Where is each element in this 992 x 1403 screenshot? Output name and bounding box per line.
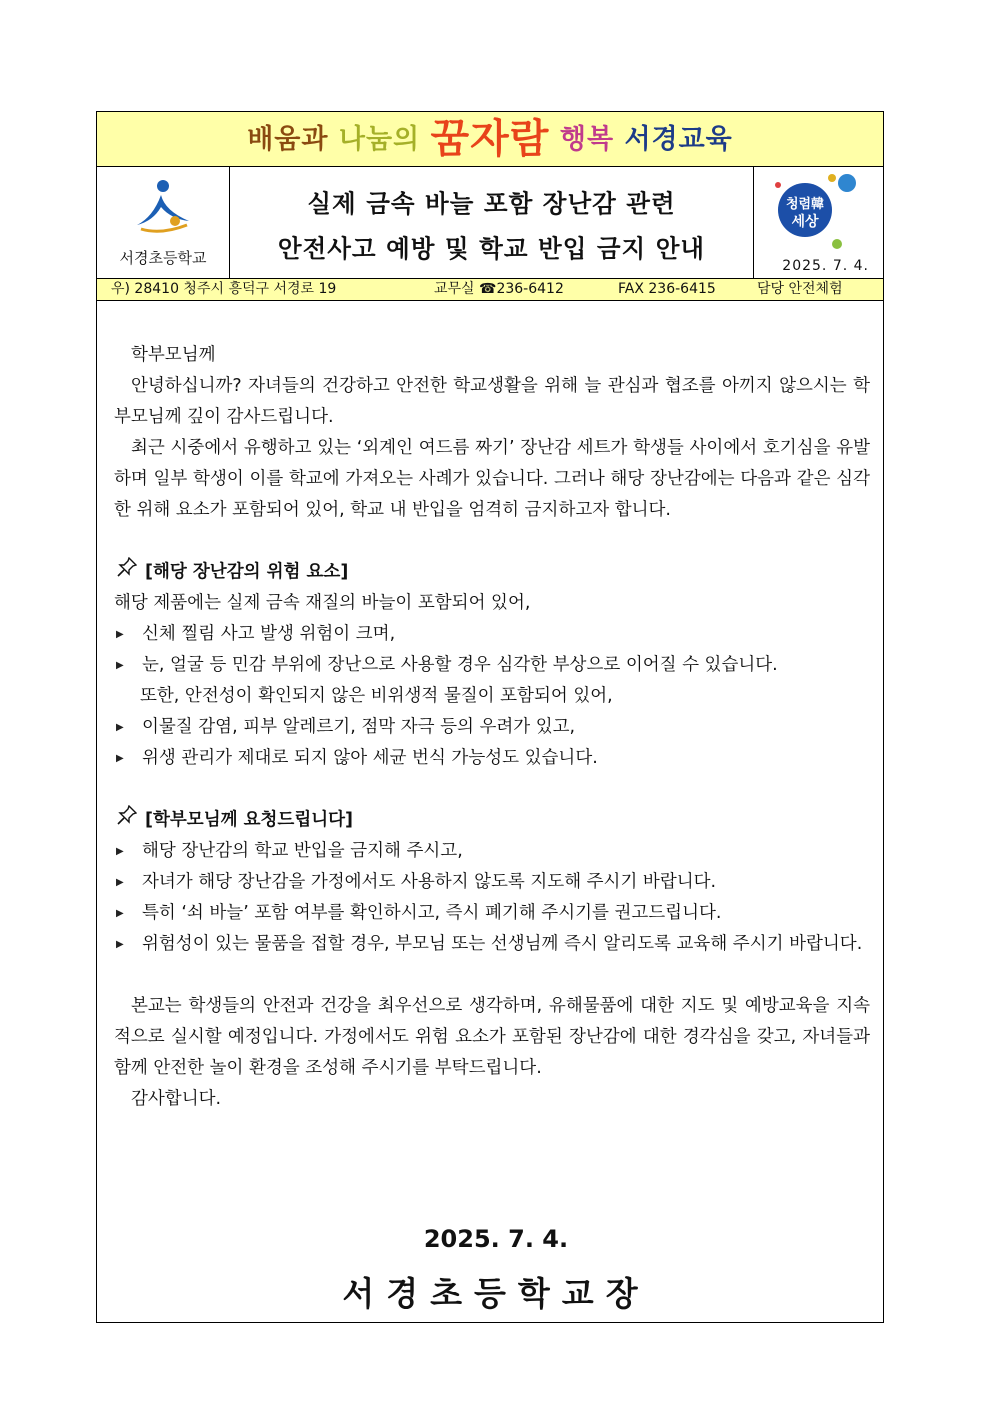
list-item: ▶ 위험성이 있는 물품을 접할 경우, 부모님 또는 선생님께 즉시 알리도록 교육해 주시기 바랍니다. [114,929,870,960]
pushpin-icon [117,805,137,836]
banner-word-4: 행복 [559,124,615,155]
bullet-icon: ▶ [116,722,124,733]
banner-word-2: 나눔의 [338,124,421,155]
pushpin-icon [117,557,137,588]
integrity-logo-line-1: 청렴韓 [785,197,825,212]
signer: 서경초등학교장 [342,1274,650,1313]
section-2-title: [학부모님께 요청드립니다] [145,810,354,830]
slogan-banner [97,112,883,167]
integrity-logo-line-2: 세상 [791,214,819,230]
header-row [97,167,883,279]
bullet-icon: ▶ [116,660,124,671]
school-name: 서경초등학교 [119,249,207,267]
list-item: ▶ 해당 장난감의 학교 반입을 금지해 주시고, [114,836,870,867]
address: 우) 28410 청주시 흥덕구 서경로 19 [111,281,337,297]
paragraph-1: 안녕하십니까? 자녀들의 건강하고 안전한 학교생활을 위해 늘 관심과 협조를 아끼지 않으시는 학부모님께 깊이 감사드립니다. [114,376,870,427]
slogan-date-cell [753,167,883,278]
contact-person: 담당 안전체험 [757,281,843,297]
bullet-icon: ▶ [116,846,124,857]
fax-number: FAX 236-6415 [618,281,716,297]
list-item: ▶ 이물질 감염, 피부 알레르기, 점막 자극 등의 우려가 있고, [114,712,870,743]
bullet-icon: ▶ [116,877,124,888]
bullet-icon: ▶ [116,629,124,640]
bullet-icon: ▶ [116,939,124,950]
title-line-2: 안전사고 예방 및 학교 반입 금지 안내 [277,234,706,263]
list-item: ▶ 특히 ‘쇠 바늘’ 포함 여부를 확인하시고, 즉시 폐기해 주시기를 권고드립니다. [114,898,870,929]
banner-word-5: 서경교육 [624,124,733,155]
banner-word-1: 배움과 [247,124,329,155]
office-phone: 교무실 ☎236-6412 [434,281,564,297]
contact-info-bar [97,279,883,301]
title-cell [230,167,753,278]
title-line-1: 실제 금속 바늘 포함 장난감 관련 [307,189,676,218]
school-logo-cell [97,167,230,278]
paragraph-3: 본교는 학생들의 안전과 건강을 최우선으로 생각하며, 유해물품에 대한 지도 및 예방교육을 지속적으로 실시할 예정입니다. 가정에서도 위험 요소가 포함된 장난감에 대한 경각심을 갖고, 자녀들과 함께 안전한 놀이 환경을 조성해 주시기를 부탁드립니다. [114,996,870,1078]
list-item: ▶ 위생 관리가 제대로 되지 않아 세균 번식 가능성도 있습니다. [114,743,870,774]
section-1-title: [해당 장난감의 위험 요소] [145,562,349,582]
section-1-intro: 해당 제품에는 실제 금속 재질의 바늘이 포함되어 있어, [114,593,531,613]
section-1-continuation: 또한, 안전성이 확인되지 않은 비위생적 물질이 포함되어 있어, [140,686,613,706]
thanks: 감사합니다. [131,1089,222,1109]
letter-body [114,340,870,1115]
bullet-icon: ▶ [116,908,124,919]
greeting: 학부모님께 [131,345,216,365]
section-2-heading [114,805,870,836]
banner-word-3: 꿈자람 [430,116,550,162]
header-date: 2025. 7. 4. [782,258,869,274]
list-item: ▶ 눈, 얼굴 등 민감 부위에 장난으로 사용할 경우 심각한 부상으로 이어질 수 있습니다. [114,650,870,681]
list-item: ▶ 자녀가 해당 장난감을 가정에서도 사용하지 않도록 지도해 주시기 바랍니다. [114,867,870,898]
paragraph-2: 최근 시중에서 유행하고 있는 ‘외계인 여드름 짜기’ 장난감 세트가 학생들 사이에서 호기심을 유발하며 일부 학생이 이를 학교에 가져오는 사례가 있습니다. 그러나 해당 장난감에는 다음과 같은 심각한 위해 요소가 포함되어 있어, 학교 내 반입을 엄격히 금지하고자 합니다. [114,438,870,520]
list-item: ▶ 신체 찔림 사고 발생 위험이 크며, [114,619,870,650]
section-1-heading [114,557,870,588]
integrity-logo-icon [774,170,870,254]
bullet-icon: ▶ [116,753,124,764]
closing-date: 2025. 7. 4. [423,1225,569,1253]
school-logo-icon [131,177,195,235]
